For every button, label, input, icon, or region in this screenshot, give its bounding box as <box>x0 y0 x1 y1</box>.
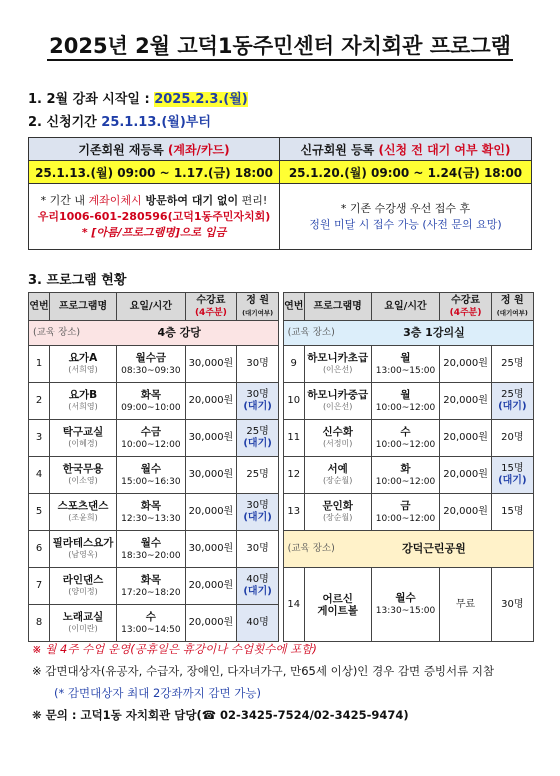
table-row <box>29 494 534 531</box>
table-row <box>29 420 534 457</box>
table-row <box>29 457 534 494</box>
new-member-note: * 기존 수강생 우선 접수 후 정원 미달 시 접수 가능 (사전 문의 요망) <box>280 184 532 250</box>
program-no: 5 <box>29 494 50 531</box>
existing-member-period: 25.1.13.(월) 09:00 ~ 1.17.(금) 18:00 <box>29 161 280 184</box>
table-row <box>29 531 534 568</box>
start-date: 2025.2.3.(월) <box>154 92 248 107</box>
program-name: 문인화 (장순월) <box>304 494 371 531</box>
program-capacity: 20명 <box>491 420 533 457</box>
application-period: 25.1.13.(월)부터 <box>101 115 211 130</box>
program-no: 14 <box>283 568 304 642</box>
table-header: 연번 프로그램명 요일/시간 수강료 (4주분) 정 원 (대기여부) 연번 프로그램명 요일/시간 수강료 (4주분) 정 원 (대기여부) <box>29 293 534 321</box>
program-no: 1 <box>29 346 50 383</box>
program-capacity: 40명 (대기) <box>236 568 278 605</box>
program-schedule: 화목 17:20~18:20 <box>116 568 185 605</box>
program-capacity: 25명 <box>236 457 278 494</box>
page-title: 2025년 2월 고덕1동주민센터 자치회관 프로그램 <box>0 30 560 60</box>
program-fee: 20,000원 <box>440 494 491 531</box>
existing-member-note: * 기간 내 계좌이체시 방문하여 대기 없이 편리! 우리1006-601-280596(고덕1동주민자치회) * [아름/프로그램명]으로 입금 <box>29 184 280 250</box>
program-capacity: 25명 (대기) <box>491 383 533 420</box>
program-no: 2 <box>29 383 50 420</box>
program-no: 4 <box>29 457 50 494</box>
program-fee: 무료 <box>440 568 491 642</box>
program-name: 라인댄스 (양미정) <box>50 568 117 605</box>
program-schedule: 월수금 08:30~09:30 <box>116 346 185 383</box>
program-capacity: 30명 <box>236 531 278 568</box>
program-capacity: 30명 <box>236 346 278 383</box>
registration-table <box>28 137 532 250</box>
program-name: 요가B (서희영) <box>50 383 117 420</box>
program-schedule: 화 10:00~12:00 <box>371 457 440 494</box>
program-schedule: 월수 13:30~15:00 <box>371 568 440 642</box>
existing-member-header: 기존회원 재등록 (계좌/카드) <box>29 138 280 161</box>
program-no: 7 <box>29 568 50 605</box>
program-fee: 30,000원 <box>185 457 236 494</box>
program-fee: 20,000원 <box>440 346 491 383</box>
program-schedule: 수 13:00~14:50 <box>116 605 185 642</box>
program-capacity: 25명 <box>491 346 533 383</box>
bank-account: 우리1006-601-280596(고덕1동주민자치회) <box>37 209 271 223</box>
notes: ※ 월 4주 수업 운영(공휴일은 휴강이나 수업횟수에 포함) ※ 감면대상자(유공자, 수급자, 장애인, 다자녀가구, 만65세 이상)인 경우 감면 증빙서류 지참 (* 감면대상자 최대 2강좌까지 감면 가능) ❋ 문의 : 고덕1동 자치회관 담당(☎ 02-3425-7524/02-3425-9474) <box>32 642 495 722</box>
program-name: 어르신 게이트볼 <box>304 568 371 642</box>
program-fee: 20,000원 <box>440 383 491 420</box>
program-no: 6 <box>29 531 50 568</box>
program-schedule: 화목 09:00~10:00 <box>116 383 185 420</box>
program-fee: 20,000원 <box>185 568 236 605</box>
program-schedule: 월수 18:30~20:00 <box>116 531 185 568</box>
program-name: 요가A (서희영) <box>50 346 117 383</box>
program-no: 3 <box>29 420 50 457</box>
program-fee: 20,000원 <box>185 605 236 642</box>
program-fee: 20,000원 <box>185 383 236 420</box>
application-period-line: 2. 신청기간 25.1.13.(월)부터 <box>28 115 211 130</box>
program-schedule: 월수 15:00~16:30 <box>116 457 185 494</box>
new-member-header: 신규회원 등록 (신청 전 대기 여부 확인) <box>280 138 532 161</box>
program-fee: 20,000원 <box>440 420 491 457</box>
program-name: 스포츠댄스 (조윤희) <box>50 494 117 531</box>
new-member-period: 25.1.20.(월) 09:00 ~ 1.24(금) 18:00 <box>280 161 532 184</box>
location-park: (교육 장소) 강덕근린공원 <box>283 531 533 568</box>
program-schedule: 월 10:00~12:00 <box>371 383 440 420</box>
program-name: 노래교실 (이미란) <box>50 605 117 642</box>
location-right: 3층 1강의실 <box>403 325 465 339</box>
program-name: 하모니카초급 (이은선) <box>304 346 371 383</box>
program-status-heading: 3. 프로그램 현황 <box>28 273 127 288</box>
program-no: 13 <box>283 494 304 531</box>
program-capacity: 25명 (대기) <box>236 420 278 457</box>
start-date-line: 1. 2월 강좌 시작일 : 2025.2.3.(월) <box>28 92 248 107</box>
program-name: 필라테스요가 (남영옥) <box>50 531 117 568</box>
program-name: 신수화 (서정미) <box>304 420 371 457</box>
program-capacity: 40명 <box>236 605 278 642</box>
program-no: 11 <box>283 420 304 457</box>
program-table <box>28 292 534 642</box>
program-capacity: 15명 <box>491 494 533 531</box>
program-name: 하모니카중급 (이은선) <box>304 383 371 420</box>
program-fee: 30,000원 <box>185 420 236 457</box>
program-fee: 20,000원 <box>440 457 491 494</box>
table-row <box>29 383 534 420</box>
program-capacity: 30명 (대기) <box>236 383 278 420</box>
program-no: 9 <box>283 346 304 383</box>
program-fee: 30,000원 <box>185 346 236 383</box>
program-schedule: 수금 10:00~12:00 <box>116 420 185 457</box>
program-capacity: 30명 <box>491 568 533 642</box>
program-schedule: 금 10:00~12:00 <box>371 494 440 531</box>
location-left: 4층 강당 <box>157 325 201 339</box>
program-schedule: 수 10:00~12:00 <box>371 420 440 457</box>
program-fee: 30,000원 <box>185 531 236 568</box>
table-row <box>29 568 534 605</box>
program-no: 8 <box>29 605 50 642</box>
program-no: 10 <box>283 383 304 420</box>
program-capacity: 15명 (대기) <box>491 457 533 494</box>
program-no: 12 <box>283 457 304 494</box>
table-row <box>29 346 534 383</box>
program-capacity: 30명 (대기) <box>236 494 278 531</box>
program-schedule: 화목 12:30~13:30 <box>116 494 185 531</box>
location-row: (교육 장소) 4층 강당 (교육 장소) 3층 1강의실 <box>29 321 534 346</box>
program-name: 한국무용 (이소영) <box>50 457 117 494</box>
program-fee: 20,000원 <box>185 494 236 531</box>
program-name: 서예 (장순월) <box>304 457 371 494</box>
program-name: 탁구교실 (이혜경) <box>50 420 117 457</box>
program-schedule: 월 13:00~15:00 <box>371 346 440 383</box>
